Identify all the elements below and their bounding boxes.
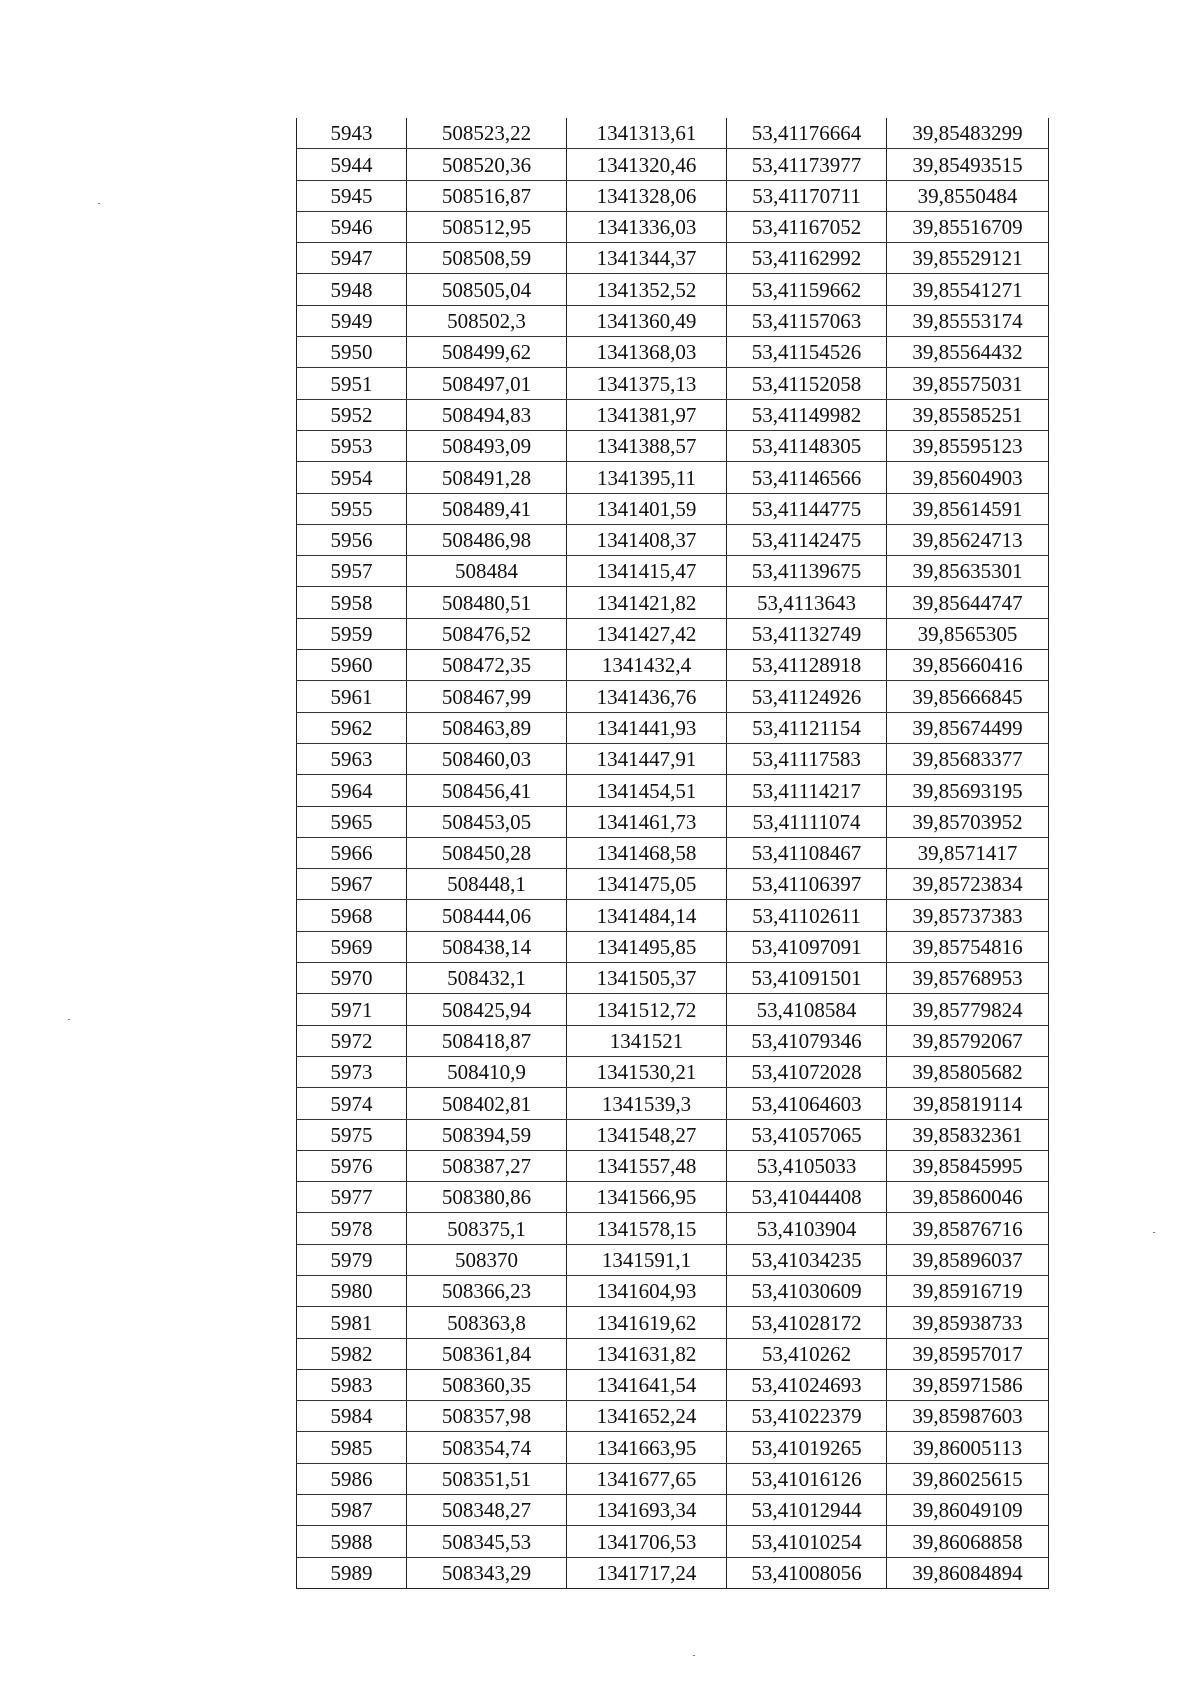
- table-row: [297, 180, 1049, 211]
- x-coordinate-cell: 508493,09: [407, 430, 567, 461]
- x-coordinate-cell: 508494,83: [407, 399, 567, 430]
- x-coordinate-cell: 508394,59: [407, 1119, 567, 1150]
- longitude-cell: 39,85660416: [887, 650, 1049, 681]
- point-number-cell: 5985: [297, 1432, 407, 1463]
- x-coordinate-cell: 508505,04: [407, 274, 567, 305]
- latitude-cell: 53,41124926: [727, 681, 887, 712]
- table-row: [297, 211, 1049, 242]
- table-row: [297, 1557, 1049, 1588]
- latitude-cell: 53,41154526: [727, 337, 887, 368]
- x-coordinate-cell: 508491,28: [407, 462, 567, 493]
- y-coordinate-cell: 1341360,49: [567, 305, 727, 336]
- table-row: [297, 524, 1049, 555]
- point-number-cell: 5953: [297, 430, 407, 461]
- x-coordinate-cell: 508361,84: [407, 1338, 567, 1369]
- table-row: [297, 1495, 1049, 1526]
- table-row: [297, 1307, 1049, 1338]
- point-number-cell: 5974: [297, 1088, 407, 1119]
- longitude-cell: 39,85819114: [887, 1088, 1049, 1119]
- y-coordinate-cell: 1341566,95: [567, 1182, 727, 1213]
- point-number-cell: 5961: [297, 681, 407, 712]
- x-coordinate-cell: 508363,8: [407, 1307, 567, 1338]
- longitude-cell: 39,85604903: [887, 462, 1049, 493]
- table-row: [297, 618, 1049, 649]
- y-coordinate-cell: 1341512,72: [567, 994, 727, 1025]
- y-coordinate-cell: 1341381,97: [567, 399, 727, 430]
- point-number-cell: 5960: [297, 650, 407, 681]
- point-number-cell: 5988: [297, 1526, 407, 1557]
- point-number-cell: 5951: [297, 368, 407, 399]
- y-coordinate-cell: 1341352,52: [567, 274, 727, 305]
- longitude-cell: 39,8565305: [887, 618, 1049, 649]
- table-row: [297, 994, 1049, 1025]
- x-coordinate-cell: 508357,98: [407, 1401, 567, 1432]
- point-number-cell: 5946: [297, 211, 407, 242]
- latitude-cell: 53,41157063: [727, 305, 887, 336]
- latitude-cell: 53,41162992: [727, 243, 887, 274]
- y-coordinate-cell: 1341415,47: [567, 556, 727, 587]
- point-number-cell: 5970: [297, 963, 407, 994]
- latitude-cell: 53,41117583: [727, 743, 887, 774]
- table-row: [297, 1463, 1049, 1494]
- table-row: [297, 1244, 1049, 1275]
- y-coordinate-cell: 1341530,21: [567, 1056, 727, 1087]
- point-number-cell: 5962: [297, 712, 407, 743]
- longitude-cell: 39,85916719: [887, 1275, 1049, 1306]
- latitude-cell: 53,41012944: [727, 1495, 887, 1526]
- longitude-cell: 39,85624713: [887, 524, 1049, 555]
- longitude-cell: 39,85693195: [887, 775, 1049, 806]
- latitude-cell: 53,4103904: [727, 1213, 887, 1244]
- longitude-cell: 39,85585251: [887, 399, 1049, 430]
- x-coordinate-cell: 508402,81: [407, 1088, 567, 1119]
- x-coordinate-cell: 508375,1: [407, 1213, 567, 1244]
- longitude-cell: 39,85683377: [887, 743, 1049, 774]
- latitude-cell: 53,41108467: [727, 837, 887, 868]
- table-row: [297, 869, 1049, 900]
- x-coordinate-cell: 508480,51: [407, 587, 567, 618]
- latitude-cell: 53,41142475: [727, 524, 887, 555]
- longitude-cell: 39,85792067: [887, 1025, 1049, 1056]
- latitude-cell: 53,41022379: [727, 1401, 887, 1432]
- longitude-cell: 39,85541271: [887, 274, 1049, 305]
- latitude-cell: 53,41159662: [727, 274, 887, 305]
- latitude-cell: 53,41149982: [727, 399, 887, 430]
- point-number-cell: 5955: [297, 493, 407, 524]
- point-number-cell: 5984: [297, 1401, 407, 1432]
- x-coordinate-cell: 508387,27: [407, 1150, 567, 1181]
- x-coordinate-cell: 508502,3: [407, 305, 567, 336]
- latitude-cell: 53,41139675: [727, 556, 887, 587]
- point-number-cell: 5972: [297, 1025, 407, 1056]
- scan-speck: [98, 203, 100, 204]
- y-coordinate-cell: 1341475,05: [567, 869, 727, 900]
- y-coordinate-cell: 1341427,42: [567, 618, 727, 649]
- y-coordinate-cell: 1341677,65: [567, 1463, 727, 1494]
- table-row: [297, 712, 1049, 743]
- longitude-cell: 39,86005113: [887, 1432, 1049, 1463]
- point-number-cell: 5979: [297, 1244, 407, 1275]
- table-row: [297, 1182, 1049, 1213]
- longitude-cell: 39,8571417: [887, 837, 1049, 868]
- longitude-cell: 39,85564432: [887, 337, 1049, 368]
- longitude-cell: 39,86025615: [887, 1463, 1049, 1494]
- longitude-cell: 39,85779824: [887, 994, 1049, 1025]
- point-number-cell: 5956: [297, 524, 407, 555]
- scan-speck: [693, 1655, 695, 1656]
- longitude-cell: 39,85957017: [887, 1338, 1049, 1369]
- latitude-cell: 53,41016126: [727, 1463, 887, 1494]
- y-coordinate-cell: 1341539,3: [567, 1088, 727, 1119]
- point-number-cell: 5986: [297, 1463, 407, 1494]
- table-row: [297, 900, 1049, 931]
- table-row: [297, 806, 1049, 837]
- point-number-cell: 5971: [297, 994, 407, 1025]
- y-coordinate-cell: 1341447,91: [567, 743, 727, 774]
- x-coordinate-cell: 508450,28: [407, 837, 567, 868]
- x-coordinate-cell: 508460,03: [407, 743, 567, 774]
- latitude-cell: 53,41028172: [727, 1307, 887, 1338]
- y-coordinate-cell: 1341706,53: [567, 1526, 727, 1557]
- y-coordinate-cell: 1341313,61: [567, 118, 727, 149]
- longitude-cell: 39,85860046: [887, 1182, 1049, 1213]
- x-coordinate-cell: 508354,74: [407, 1432, 567, 1463]
- latitude-cell: 53,41079346: [727, 1025, 887, 1056]
- table-row: [297, 118, 1049, 149]
- point-number-cell: 5954: [297, 462, 407, 493]
- latitude-cell: 53,41128918: [727, 650, 887, 681]
- longitude-cell: 39,85845995: [887, 1150, 1049, 1181]
- longitude-cell: 39,85674499: [887, 712, 1049, 743]
- table-row: [297, 337, 1049, 368]
- y-coordinate-cell: 1341591,1: [567, 1244, 727, 1275]
- latitude-cell: 53,4105033: [727, 1150, 887, 1181]
- y-coordinate-cell: 1341375,13: [567, 368, 727, 399]
- longitude-cell: 39,85703952: [887, 806, 1049, 837]
- table-row: [297, 1119, 1049, 1150]
- table-row: [297, 399, 1049, 430]
- table-row: [297, 1056, 1049, 1087]
- longitude-cell: 39,85971586: [887, 1369, 1049, 1400]
- latitude-cell: 53,41167052: [727, 211, 887, 242]
- table-row: [297, 1338, 1049, 1369]
- latitude-cell: 53,41176664: [727, 118, 887, 149]
- table-row: [297, 587, 1049, 618]
- table-row: [297, 305, 1049, 336]
- table-row: [297, 1432, 1049, 1463]
- x-coordinate-cell: 508438,14: [407, 931, 567, 962]
- x-coordinate-cell: 508448,1: [407, 869, 567, 900]
- y-coordinate-cell: 1341548,27: [567, 1119, 727, 1150]
- table-row: [297, 837, 1049, 868]
- x-coordinate-cell: 508476,52: [407, 618, 567, 649]
- longitude-cell: 39,85644747: [887, 587, 1049, 618]
- y-coordinate-cell: 1341663,95: [567, 1432, 727, 1463]
- point-number-cell: 5952: [297, 399, 407, 430]
- x-coordinate-cell: 508432,1: [407, 963, 567, 994]
- longitude-cell: 39,85754816: [887, 931, 1049, 962]
- y-coordinate-cell: 1341328,06: [567, 180, 727, 211]
- y-coordinate-cell: 1341468,58: [567, 837, 727, 868]
- y-coordinate-cell: 1341401,59: [567, 493, 727, 524]
- longitude-cell: 39,85723834: [887, 869, 1049, 900]
- y-coordinate-cell: 1341454,51: [567, 775, 727, 806]
- x-coordinate-cell: 508508,59: [407, 243, 567, 274]
- y-coordinate-cell: 1341619,62: [567, 1307, 727, 1338]
- latitude-cell: 53,41152058: [727, 368, 887, 399]
- scan-speck: [68, 1019, 70, 1020]
- longitude-cell: 39,85529121: [887, 243, 1049, 274]
- latitude-cell: 53,41146566: [727, 462, 887, 493]
- x-coordinate-cell: 508472,35: [407, 650, 567, 681]
- point-number-cell: 5981: [297, 1307, 407, 1338]
- table-row: [297, 556, 1049, 587]
- y-coordinate-cell: 1341557,48: [567, 1150, 727, 1181]
- point-number-cell: 5977: [297, 1182, 407, 1213]
- point-number-cell: 5957: [297, 556, 407, 587]
- latitude-cell: 53,41102611: [727, 900, 887, 931]
- y-coordinate-cell: 1341320,46: [567, 149, 727, 180]
- x-coordinate-cell: 508489,41: [407, 493, 567, 524]
- latitude-cell: 53,4113643: [727, 587, 887, 618]
- longitude-cell: 39,85896037: [887, 1244, 1049, 1275]
- point-number-cell: 5959: [297, 618, 407, 649]
- x-coordinate-cell: 508486,98: [407, 524, 567, 555]
- longitude-cell: 39,85832361: [887, 1119, 1049, 1150]
- point-number-cell: 5950: [297, 337, 407, 368]
- coordinates-table: [296, 118, 1049, 1589]
- table-row: [297, 931, 1049, 962]
- longitude-cell: 39,8550484: [887, 180, 1049, 211]
- table-row: [297, 1150, 1049, 1181]
- y-coordinate-cell: 1341432,4: [567, 650, 727, 681]
- latitude-cell: 53,41132749: [727, 618, 887, 649]
- point-number-cell: 5958: [297, 587, 407, 618]
- latitude-cell: 53,41057065: [727, 1119, 887, 1150]
- x-coordinate-cell: 508351,51: [407, 1463, 567, 1494]
- x-coordinate-cell: 508418,87: [407, 1025, 567, 1056]
- longitude-cell: 39,85805682: [887, 1056, 1049, 1087]
- y-coordinate-cell: 1341484,14: [567, 900, 727, 931]
- point-number-cell: 5964: [297, 775, 407, 806]
- y-coordinate-cell: 1341441,93: [567, 712, 727, 743]
- y-coordinate-cell: 1341652,24: [567, 1401, 727, 1432]
- longitude-cell: 39,85516709: [887, 211, 1049, 242]
- x-coordinate-cell: 508380,86: [407, 1182, 567, 1213]
- latitude-cell: 53,41072028: [727, 1056, 887, 1087]
- point-number-cell: 5978: [297, 1213, 407, 1244]
- latitude-cell: 53,41170711: [727, 180, 887, 211]
- table-row: [297, 1025, 1049, 1056]
- x-coordinate-cell: 508467,99: [407, 681, 567, 712]
- latitude-cell: 53,4108584: [727, 994, 887, 1025]
- table-row: [297, 1275, 1049, 1306]
- point-number-cell: 5966: [297, 837, 407, 868]
- latitude-cell: 53,41008056: [727, 1557, 887, 1588]
- latitude-cell: 53,41097091: [727, 931, 887, 962]
- table-row: [297, 368, 1049, 399]
- point-number-cell: 5987: [297, 1495, 407, 1526]
- longitude-cell: 39,85493515: [887, 149, 1049, 180]
- point-number-cell: 5965: [297, 806, 407, 837]
- y-coordinate-cell: 1341578,15: [567, 1213, 727, 1244]
- point-number-cell: 5973: [297, 1056, 407, 1087]
- point-number-cell: 5943: [297, 118, 407, 149]
- point-number-cell: 5947: [297, 243, 407, 274]
- point-number-cell: 5975: [297, 1119, 407, 1150]
- table-row: [297, 775, 1049, 806]
- y-coordinate-cell: 1341388,57: [567, 430, 727, 461]
- x-coordinate-cell: 508523,22: [407, 118, 567, 149]
- latitude-cell: 53,41034235: [727, 1244, 887, 1275]
- point-number-cell: 5983: [297, 1369, 407, 1400]
- y-coordinate-cell: 1341368,03: [567, 337, 727, 368]
- x-coordinate-cell: 508348,27: [407, 1495, 567, 1526]
- point-number-cell: 5969: [297, 931, 407, 962]
- point-number-cell: 5989: [297, 1557, 407, 1588]
- longitude-cell: 39,85938733: [887, 1307, 1049, 1338]
- longitude-cell: 39,86068858: [887, 1526, 1049, 1557]
- point-number-cell: 5968: [297, 900, 407, 931]
- y-coordinate-cell: 1341604,93: [567, 1275, 727, 1306]
- latitude-cell: 53,41091501: [727, 963, 887, 994]
- point-number-cell: 5967: [297, 869, 407, 900]
- latitude-cell: 53,41144775: [727, 493, 887, 524]
- longitude-cell: 39,85666845: [887, 681, 1049, 712]
- table-row: [297, 462, 1049, 493]
- y-coordinate-cell: 1341421,82: [567, 587, 727, 618]
- table-row: [297, 493, 1049, 524]
- x-coordinate-cell: 508410,9: [407, 1056, 567, 1087]
- longitude-cell: 39,85876716: [887, 1213, 1049, 1244]
- y-coordinate-cell: 1341495,85: [567, 931, 727, 962]
- latitude-cell: 53,41044408: [727, 1182, 887, 1213]
- x-coordinate-cell: 508360,35: [407, 1369, 567, 1400]
- table-row: [297, 963, 1049, 994]
- longitude-cell: 39,85483299: [887, 118, 1049, 149]
- y-coordinate-cell: 1341521: [567, 1025, 727, 1056]
- longitude-cell: 39,86049109: [887, 1495, 1049, 1526]
- table-row: [297, 1526, 1049, 1557]
- x-coordinate-cell: 508512,95: [407, 211, 567, 242]
- longitude-cell: 39,85595123: [887, 430, 1049, 461]
- longitude-cell: 39,85553174: [887, 305, 1049, 336]
- y-coordinate-cell: 1341436,76: [567, 681, 727, 712]
- x-coordinate-cell: 508425,94: [407, 994, 567, 1025]
- x-coordinate-cell: 508453,05: [407, 806, 567, 837]
- longitude-cell: 39,85575031: [887, 368, 1049, 399]
- point-number-cell: 5980: [297, 1275, 407, 1306]
- y-coordinate-cell: 1341631,82: [567, 1338, 727, 1369]
- y-coordinate-cell: 1341641,54: [567, 1369, 727, 1400]
- longitude-cell: 39,86084894: [887, 1557, 1049, 1588]
- latitude-cell: 53,410262: [727, 1338, 887, 1369]
- y-coordinate-cell: 1341505,37: [567, 963, 727, 994]
- point-number-cell: 5944: [297, 149, 407, 180]
- x-coordinate-cell: 508366,23: [407, 1275, 567, 1306]
- latitude-cell: 53,41121154: [727, 712, 887, 743]
- latitude-cell: 53,41064603: [727, 1088, 887, 1119]
- table-row: [297, 430, 1049, 461]
- table-row: [297, 650, 1049, 681]
- latitude-cell: 53,41106397: [727, 869, 887, 900]
- x-coordinate-cell: 508343,29: [407, 1557, 567, 1588]
- latitude-cell: 53,41019265: [727, 1432, 887, 1463]
- y-coordinate-cell: 1341717,24: [567, 1557, 727, 1588]
- latitude-cell: 53,41030609: [727, 1275, 887, 1306]
- x-coordinate-cell: 508444,06: [407, 900, 567, 931]
- latitude-cell: 53,41010254: [727, 1526, 887, 1557]
- latitude-cell: 53,41024693: [727, 1369, 887, 1400]
- longitude-cell: 39,85737383: [887, 900, 1049, 931]
- latitude-cell: 53,41111074: [727, 806, 887, 837]
- y-coordinate-cell: 1341344,37: [567, 243, 727, 274]
- y-coordinate-cell: 1341336,03: [567, 211, 727, 242]
- table-row: [297, 274, 1049, 305]
- longitude-cell: 39,85635301: [887, 556, 1049, 587]
- table-row: [297, 243, 1049, 274]
- coordinates-table-body: [297, 118, 1049, 1588]
- x-coordinate-cell: 508497,01: [407, 368, 567, 399]
- point-number-cell: 5963: [297, 743, 407, 774]
- x-coordinate-cell: 508463,89: [407, 712, 567, 743]
- scan-speck: [1153, 1232, 1155, 1233]
- table-row: [297, 149, 1049, 180]
- x-coordinate-cell: 508345,53: [407, 1526, 567, 1557]
- point-number-cell: 5976: [297, 1150, 407, 1181]
- x-coordinate-cell: 508456,41: [407, 775, 567, 806]
- table-row: [297, 681, 1049, 712]
- latitude-cell: 53,41114217: [727, 775, 887, 806]
- longitude-cell: 39,85768953: [887, 963, 1049, 994]
- table-row: [297, 743, 1049, 774]
- y-coordinate-cell: 1341693,34: [567, 1495, 727, 1526]
- point-number-cell: 5948: [297, 274, 407, 305]
- y-coordinate-cell: 1341395,11: [567, 462, 727, 493]
- table-row: [297, 1401, 1049, 1432]
- longitude-cell: 39,85987603: [887, 1401, 1049, 1432]
- x-coordinate-cell: 508484: [407, 556, 567, 587]
- table-row: [297, 1213, 1049, 1244]
- y-coordinate-cell: 1341408,37: [567, 524, 727, 555]
- table-row: [297, 1369, 1049, 1400]
- x-coordinate-cell: 508520,36: [407, 149, 567, 180]
- y-coordinate-cell: 1341461,73: [567, 806, 727, 837]
- x-coordinate-cell: 508499,62: [407, 337, 567, 368]
- point-number-cell: 5982: [297, 1338, 407, 1369]
- point-number-cell: 5945: [297, 180, 407, 211]
- x-coordinate-cell: 508370: [407, 1244, 567, 1275]
- point-number-cell: 5949: [297, 305, 407, 336]
- longitude-cell: 39,85614591: [887, 493, 1049, 524]
- x-coordinate-cell: 508516,87: [407, 180, 567, 211]
- latitude-cell: 53,41148305: [727, 430, 887, 461]
- latitude-cell: 53,41173977: [727, 149, 887, 180]
- table-row: [297, 1088, 1049, 1119]
